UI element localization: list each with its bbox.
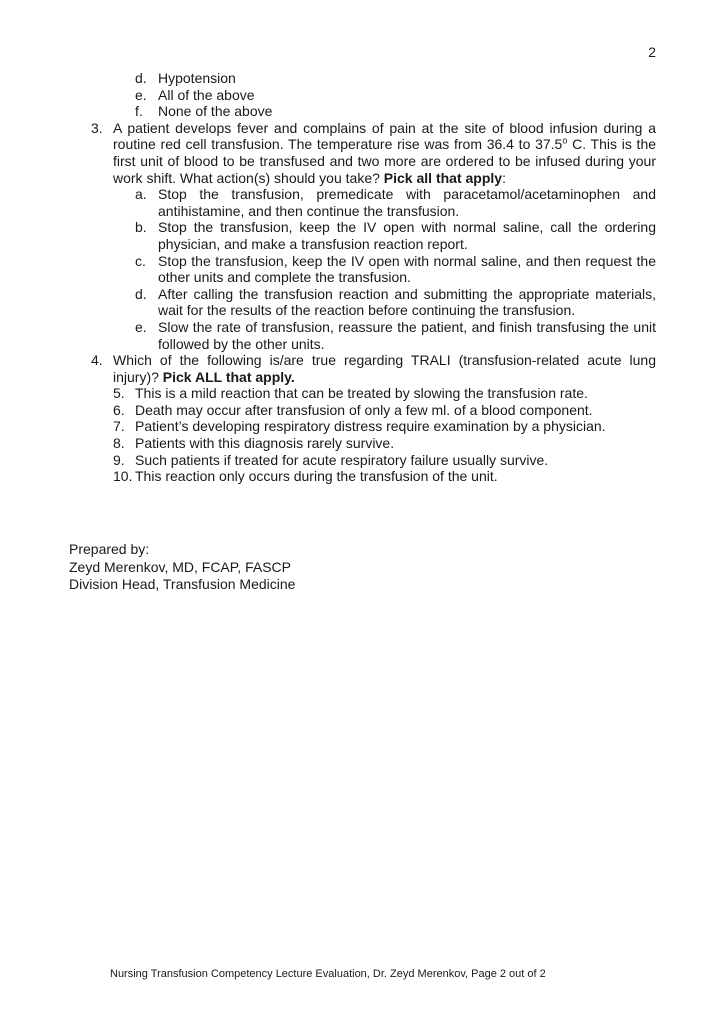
question-text-part2: C. This is the first unit of blood to be transfused and two more are ordered to be infused during your work shift. What action(s) should you take? <box>113 136 657 186</box>
option-item <box>91 435 656 452</box>
option-label: 6. <box>113 401 125 418</box>
option-item <box>91 253 656 286</box>
question-4 <box>91 352 656 385</box>
question-instruction: Pick all that apply <box>383 169 503 186</box>
option-label: 10. <box>113 468 133 485</box>
option-label: c. <box>135 252 146 269</box>
option-text: None of the above <box>158 103 273 120</box>
option-text: Death may occur after transfusion of only a few ml. of a blood component. <box>135 401 593 418</box>
option-text: This reaction only occurs during the transfusion of the unit. <box>135 468 498 485</box>
option-item <box>91 186 656 219</box>
option-item <box>91 219 656 252</box>
page-footer: Nursing Transfusion Competency Lecture Evaluation, Dr. Zeyd Merenkov, Page 2 out of 2 <box>110 968 546 980</box>
question-text-part1: A patient develops fever and complains of pain at the site of blood infusion during a routine red cell transfusion. The temperature rise was from 36.4 to 37.5 <box>113 119 656 153</box>
signature-block <box>69 541 295 594</box>
instruction-suffix: : <box>502 169 506 186</box>
option-item <box>91 286 656 319</box>
author-name: Zeyd Merenkov, MD, FCAP, FASCP <box>69 558 291 575</box>
option-label: e. <box>135 86 147 103</box>
option-text: Patients with this diagnosis rarely survive. <box>135 435 395 452</box>
option-text: This is a mild reaction that can be treated by slowing the transfusion rate. <box>135 385 588 402</box>
option-text: Stop the transfusion, premedicate with paracetamol/acetaminophen and antihistamine, and then continue the transfusion. <box>158 186 656 219</box>
question-text: Which of the following is/are true regarding TRALI (transfusion-related acute lung injury)? <box>113 352 656 385</box>
option-item <box>91 87 656 104</box>
page-number: 2 <box>648 44 656 60</box>
question-number: 3. <box>91 119 103 136</box>
option-text: Slow the rate of transfusion, reassure the patient, and finish transfusing the unit followed by the other units. <box>158 318 656 352</box>
option-item <box>91 418 656 435</box>
option-label: b. <box>135 219 147 236</box>
option-text: All of the above <box>158 86 255 103</box>
option-label: d. <box>135 285 147 302</box>
author-title: Division Head, Transfusion Medicine <box>69 576 296 592</box>
option-item <box>91 468 656 485</box>
option-item <box>91 385 656 402</box>
option-text: Stop the transfusion, keep the IV open with normal saline, call the ordering physician, and make a transfusion reaction report. <box>158 219 656 252</box>
option-label: 5. <box>113 385 125 402</box>
option-label: f. <box>135 103 143 120</box>
question-number: 4. <box>91 352 103 369</box>
option-text: Such patients if treated for acute respiratory failure usually survive. <box>135 451 549 468</box>
option-item <box>91 452 656 469</box>
option-text: After calling the transfusion reaction and submitting the appropriate materials, wait for the results of the reaction before continuing the transfusion. <box>158 285 656 319</box>
prepared-by-label: Prepared by: <box>69 541 150 557</box>
option-text: Patient’s developing respiratory distress require examination by a physician. <box>135 418 606 435</box>
option-text: Stop the transfusion, keep the IV open with normal saline, and then request the other units and complete the transfusion. <box>158 252 656 286</box>
option-label: a. <box>135 186 147 203</box>
option-label: d. <box>135 70 147 86</box>
document-body <box>91 70 656 485</box>
option-label: 7. <box>113 418 125 435</box>
option-label: e. <box>135 318 147 335</box>
option-item <box>91 103 656 120</box>
option-item <box>91 70 656 87</box>
option-text: Hypotension <box>158 70 236 86</box>
option-item <box>91 402 656 419</box>
option-item <box>91 319 656 352</box>
question-3 <box>91 120 656 186</box>
degree-superscript: o <box>562 135 568 146</box>
question-instruction: Pick ALL that apply. <box>162 368 295 385</box>
option-label: 8. <box>113 435 125 452</box>
option-label: 9. <box>113 451 125 468</box>
